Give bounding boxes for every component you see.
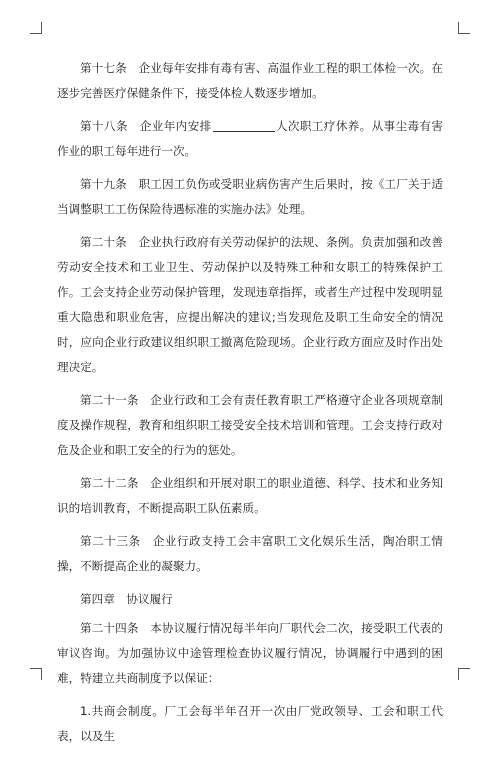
article-23: 第二十三条 企业行政支持工会丰富职工文化娱乐生活，陶冶职工情操，不断提高企业的凝聚力。 — [57, 534, 443, 573]
article-18-before: 第十八条 企业年内安排 — [80, 119, 212, 133]
chapter-heading: 第四章 协议履行 — [80, 592, 173, 606]
crop-mark-bottom-left — [30, 668, 42, 680]
article-19: 第十九条 职工因工负伤或受职业病伤害产生后果时，按《工厂关于适当调整职工工伤保险待遇标准的实施办法》处理。 — [57, 177, 443, 216]
crop-mark-top-right — [458, 22, 470, 34]
article-17: 第十七条 企业每年安排有毒有害、高温作业工程的职工体检一次。在逐步完善医疗保健条件下，接受体检人数逐步增加。 — [57, 61, 443, 100]
document-body — [57, 56, 443, 757]
article-22: 第二十二条 企业组织和开展对职工的职业道德、科学、技术和业务知识的培训教育，不断提高职工队伍素质。 — [57, 476, 443, 515]
article-21: 第二十一条 企业行政和工会有责任教育职工严格遵守企业各项规章制度及操作规程，教育和组织职工接受安全技术培训和管理。工会支持行政对危及企业和职工安全的行为的惩处。 — [57, 393, 443, 457]
article-18-after: 人次职工疗休养。从事尘毒有害作业的职工每年进行一次。 — [57, 119, 443, 158]
item-1: 1.共商会制度。厂工会每半年召开一次由厂党政领导、工会和职工代表，以及生 — [57, 704, 443, 743]
crop-mark-top-left — [30, 22, 42, 34]
article-20: 第二十条 企业执行政府有关劳动保护的法规、条例。负责加强和改善劳动安全技术和工业卫生、劳动保护以及特殊工种和女职工的特殊保护工作。工会支持企业劳动保护管理，发现违章指挥，或者生产过程中发现明显重大隐患和职业危害，应提出解决的建议;当发现危及职工生命安全的情况时，应向企业行政建议组织职工撤离危险现场。企业行政方面应及时作出处理决定。 — [57, 235, 443, 374]
article-24: 第二十四条 本协议履行情况每半年向厂职代会二次，接受职工代表的审议咨询。为加强协议中途管理检查协议履行情况，协调履行中遇到的困难，特建立共商制度予以保证： — [57, 621, 443, 685]
fill-in-blank — [213, 118, 275, 132]
article-18 — [57, 114, 443, 164]
crop-mark-bottom-right — [458, 668, 470, 680]
